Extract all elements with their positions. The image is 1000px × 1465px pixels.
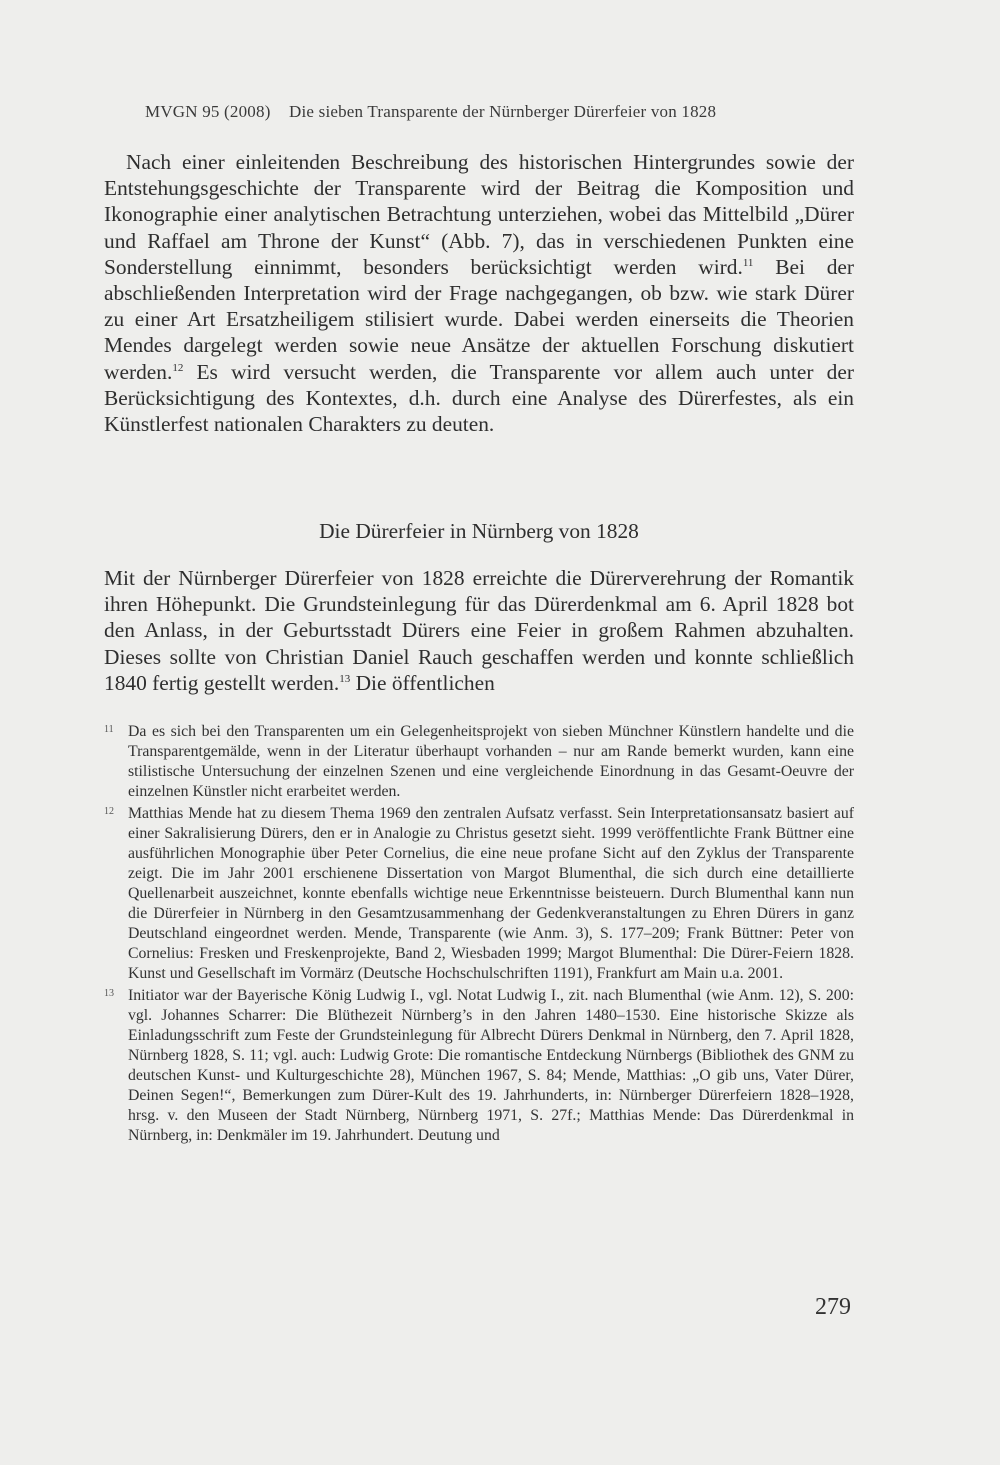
running-title: Die sieben Transparente der Nürnberger Dürerfeier von 1828	[289, 102, 717, 121]
footnote-number: 11	[104, 724, 114, 735]
intro-text-3: Es wird versucht werden, die Transparente vor allem auch unter der Berücksichtigung des Kontextes, d.h. durch eine Analyse des Dürerfestes, als ein Künstlerfest nationalen Charakters zu deuten.	[104, 359, 854, 437]
section-heading: Die Dürerfeier in Nürnberg von 1828	[319, 519, 639, 543]
intro-text-1: Nach einer einleitenden Beschreibung des historischen Hintergrundes sowie der Entstehungsgeschichte der Transparente wird der Beitrag die Komposition und Ikonographie einer analytischen Betrachtung unterziehen, wobei das Mittelbild „Dürer und Raffael am Throne der Kunst“ (Abb. 7), das in verschiedenen Punkten eine Sonderstellung einnimmt, besonders berücksichtigt werden wird.	[104, 150, 854, 279]
footnote-number: 12	[104, 806, 114, 817]
footnote-text: Initiator war der Bayerische König Ludwig I., vgl. Notat Ludwig I., zit. nach Blumenthal (wie Anm. 12), S. 200: vgl. Johannes Scharrer: Die Blüthezeit Nürnberg’s in den Jahren 1480–1530. Eine historische Skizze als Einladungsschrift zum Feste der Grundsteinlegung für Albrecht Dürers Denkmal in Nürnberg, den 7. April 1828, Nürnberg 1828, S. 11; vgl. auch: Ludwig Grote: Die romantische Entdeckung Nürnbergs (Bibliothek des GNM zu deutschen Kunst- und Kulturgeschichte 28), München 1967, S. 84; Mende, Matthias: „O gib uns, Vater Dürer, Deinen Segen!“, Bemerkungen zum Dürer-Kult des 19. Jahrhunderts, in: Nürnberger Dürerfeiern 1828–1928, hrsg. v. den Museen der Stadt Nürnberg, Nürnberg 1971, S. 27f.; Matthias Mende: Das Dürerdenkmal in Nürnberg, in: Denkmäler im 19. Jahrhundert. Deutung und	[128, 987, 854, 1144]
running-header	[145, 102, 845, 122]
footnote-ref-13: 13	[339, 672, 351, 685]
intro-text-2: Bei der abschließenden Interpretation wird der Frage nachgegangen, ob bzw. wie stark Dürer zu einer Art Ersatzheiligem stilisiert wurde. Dabei werden einerseits die Theorien Mendes dargelegt werden sowie neue Ansätze der aktuellen Forschung diskutiert werden.	[104, 254, 855, 384]
footnote-number: 13	[104, 988, 114, 999]
footnote-text: Da es sich bei den Transparenten um ein Gelegenheitsprojekt von sieben Münchner Künstlern handelte und die Transparentgemälde, wenn in der Literatur überhaupt vorhanden – nur am Rande bemerkt wurden, kann eine stilistische Untersuchung der einzelnen Szenen und eine vergleichende Einordnung in das Gesamt-Oeuvre der einzelnen Künstler nicht erarbeitet werden.	[128, 723, 854, 800]
section-text-2: Die öffentlichen	[350, 670, 495, 695]
journal-reference: MVGN 95 (2008)	[145, 102, 271, 121]
footnotes	[104, 722, 854, 1148]
section-text-1: Mit der Nürnberger Dürerfeier von 1828 erreichte die Dürerverehrung der Romantik ihren Höhepunkt. Die Grundsteinlegung für das Dürerdenkmal am 6. April 1828 bot den Anlass, in der Geburtsstadt Dürers eine Feier in großem Rahmen abzuhalten. Dieses sollte von Christian Daniel Rauch geschaffen werden und konnte schließlich 1840 fertig gestellt werden.	[104, 566, 854, 695]
footnote-ref-11: 11	[742, 256, 754, 269]
intro-paragraph	[104, 149, 854, 437]
footnote	[104, 804, 854, 984]
footnote-text: Matthias Mende hat zu diesem Thema 1969 den zentralen Aufsatz verfasst. Sein Interpretationsansatz basiert auf einer Sakralisierung Dürers, den er in Analogie zu Christus gesetzt sieht. 1999 veröffentlichte Frank Büttner eine ausführlichen Monographie über Peter Cornelius, die eine neue profane Sicht auf den Zyklus der Transparente zeigt. Die im Jahr 2001 erschienene Dissertation von Margot Blumenthal, die sich durch eine detaillierte Quellenarbeit auszeichnet, konnte ebenfalls wichtige neue Erkenntnisse beisteuern. Durch Blumenthal kann nun die Dürerfeier in Nürnberg in den Gesamtzusammenhang der Gedenkveranstaltungen zu Ehren Dürers in ganz Deutschland eingeordnet werden. Mende, Transparente (wie Anm. 3), S. 177–209; Frank Büttner: Peter von Cornelius: Fresken und Freskenprojekte, Band 2, Wiesbaden 1999; Margot Blumenthal: Die Dürer-Feiern 1828. Kunst und Gesellschaft im Vormärz (Deutsche Hochschulschriften 1191), Frankfurt am Main u.a. 2001.	[128, 805, 854, 982]
section-paragraph	[104, 565, 854, 696]
footnote-ref-12: 12	[172, 361, 184, 374]
footnote	[104, 986, 854, 1146]
footnote	[104, 722, 854, 802]
page-number: 279	[815, 1294, 851, 1320]
